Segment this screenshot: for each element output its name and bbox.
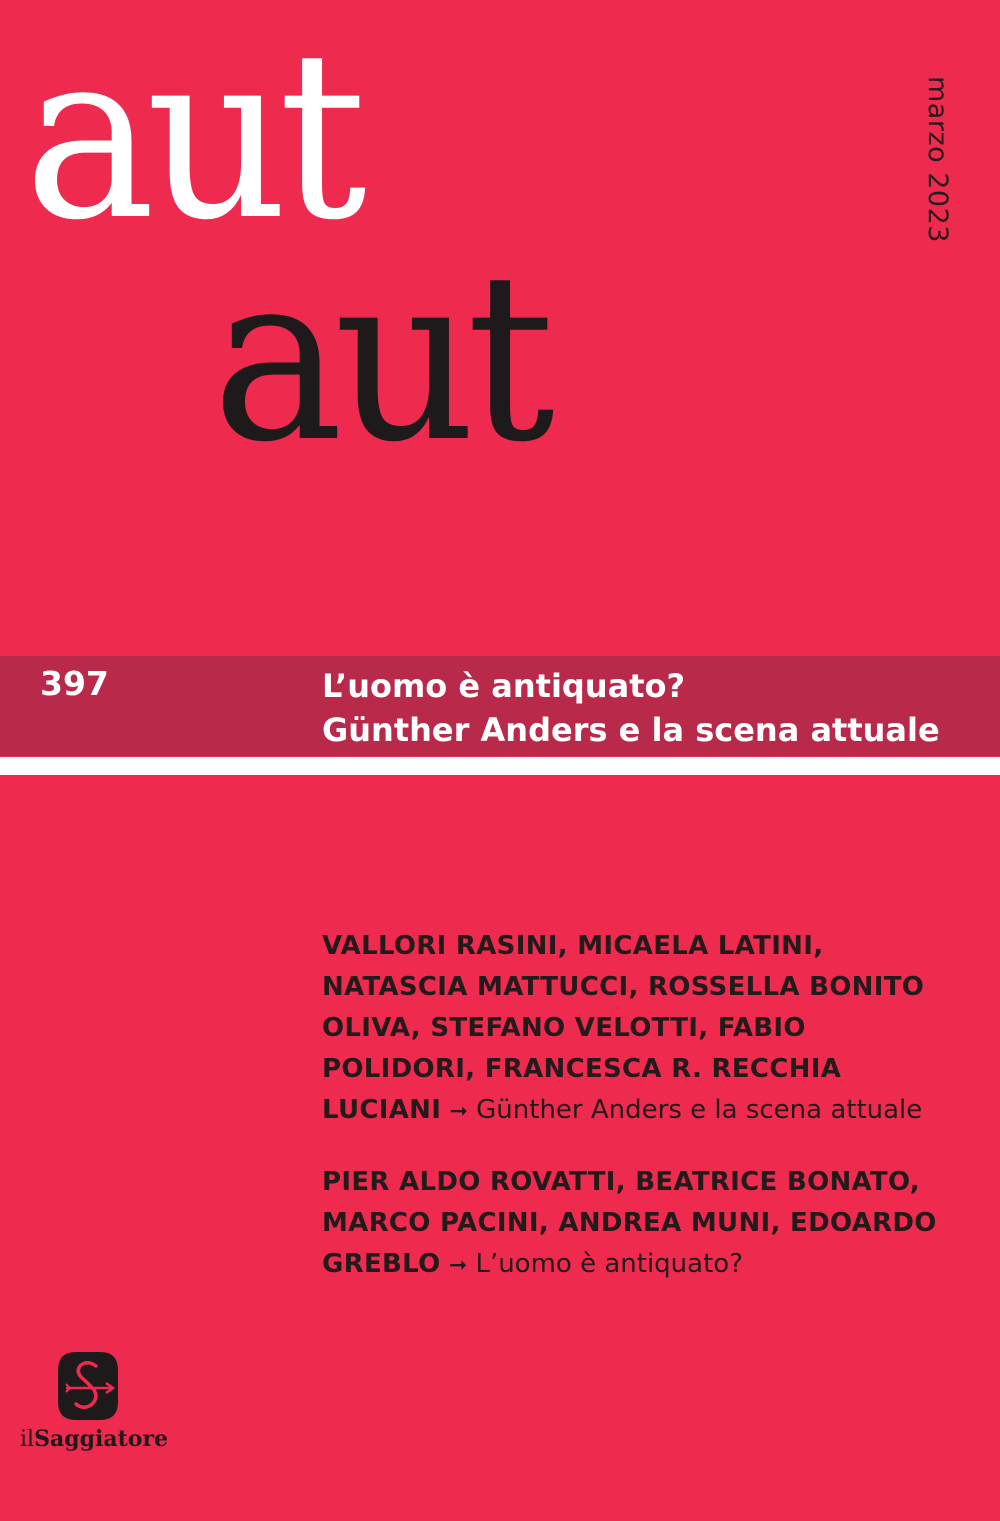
- entry-authors: PIER ALDO ROVATTI, BEATRICE BONATO, MARCO PACINI, ANDREA MUNI, EDOARDO GREBLO: [322, 1167, 937, 1279]
- masthead-aut-white: aut: [24, 1, 358, 271]
- arrow-right-icon: ➞: [449, 1099, 468, 1124]
- publisher-name: [20, 1426, 168, 1452]
- arrow-right-icon: ➞: [448, 1253, 468, 1278]
- divider-rule: [0, 757, 1000, 775]
- entry-section: L’uomo è antiquato?: [475, 1249, 743, 1279]
- issue-title-line-1: L’uomo è antiquato?: [322, 667, 686, 705]
- entry-authors: VALLORI RASINI, MICAELA LATINI, NATASCIA MATTUCCI, ROSSELLA BONITO OLIVA, STEFANO VELOTTI, FABIO POLIDORI, FRANCESCA R. RECCHIA LUCIANI: [322, 931, 925, 1125]
- publisher-prefix: il: [20, 1427, 35, 1452]
- publisher-brand: Saggiatore: [34, 1426, 169, 1452]
- issue-number: 397: [40, 664, 109, 703]
- masthead-aut-black: aut: [212, 223, 546, 493]
- issue-title-line-2: Günther Anders e la scena attuale: [322, 711, 940, 749]
- contents-entry: [322, 926, 962, 1132]
- issue-band: [0, 656, 1000, 756]
- contents-entry: [322, 1162, 962, 1286]
- table-of-contents: [322, 926, 962, 1286]
- issue-date: marzo 2023: [922, 76, 953, 243]
- entry-section: Günther Anders e la scena attuale: [476, 1095, 923, 1125]
- saggiatore-logo-icon: [56, 1350, 120, 1422]
- issue-title: [322, 664, 940, 752]
